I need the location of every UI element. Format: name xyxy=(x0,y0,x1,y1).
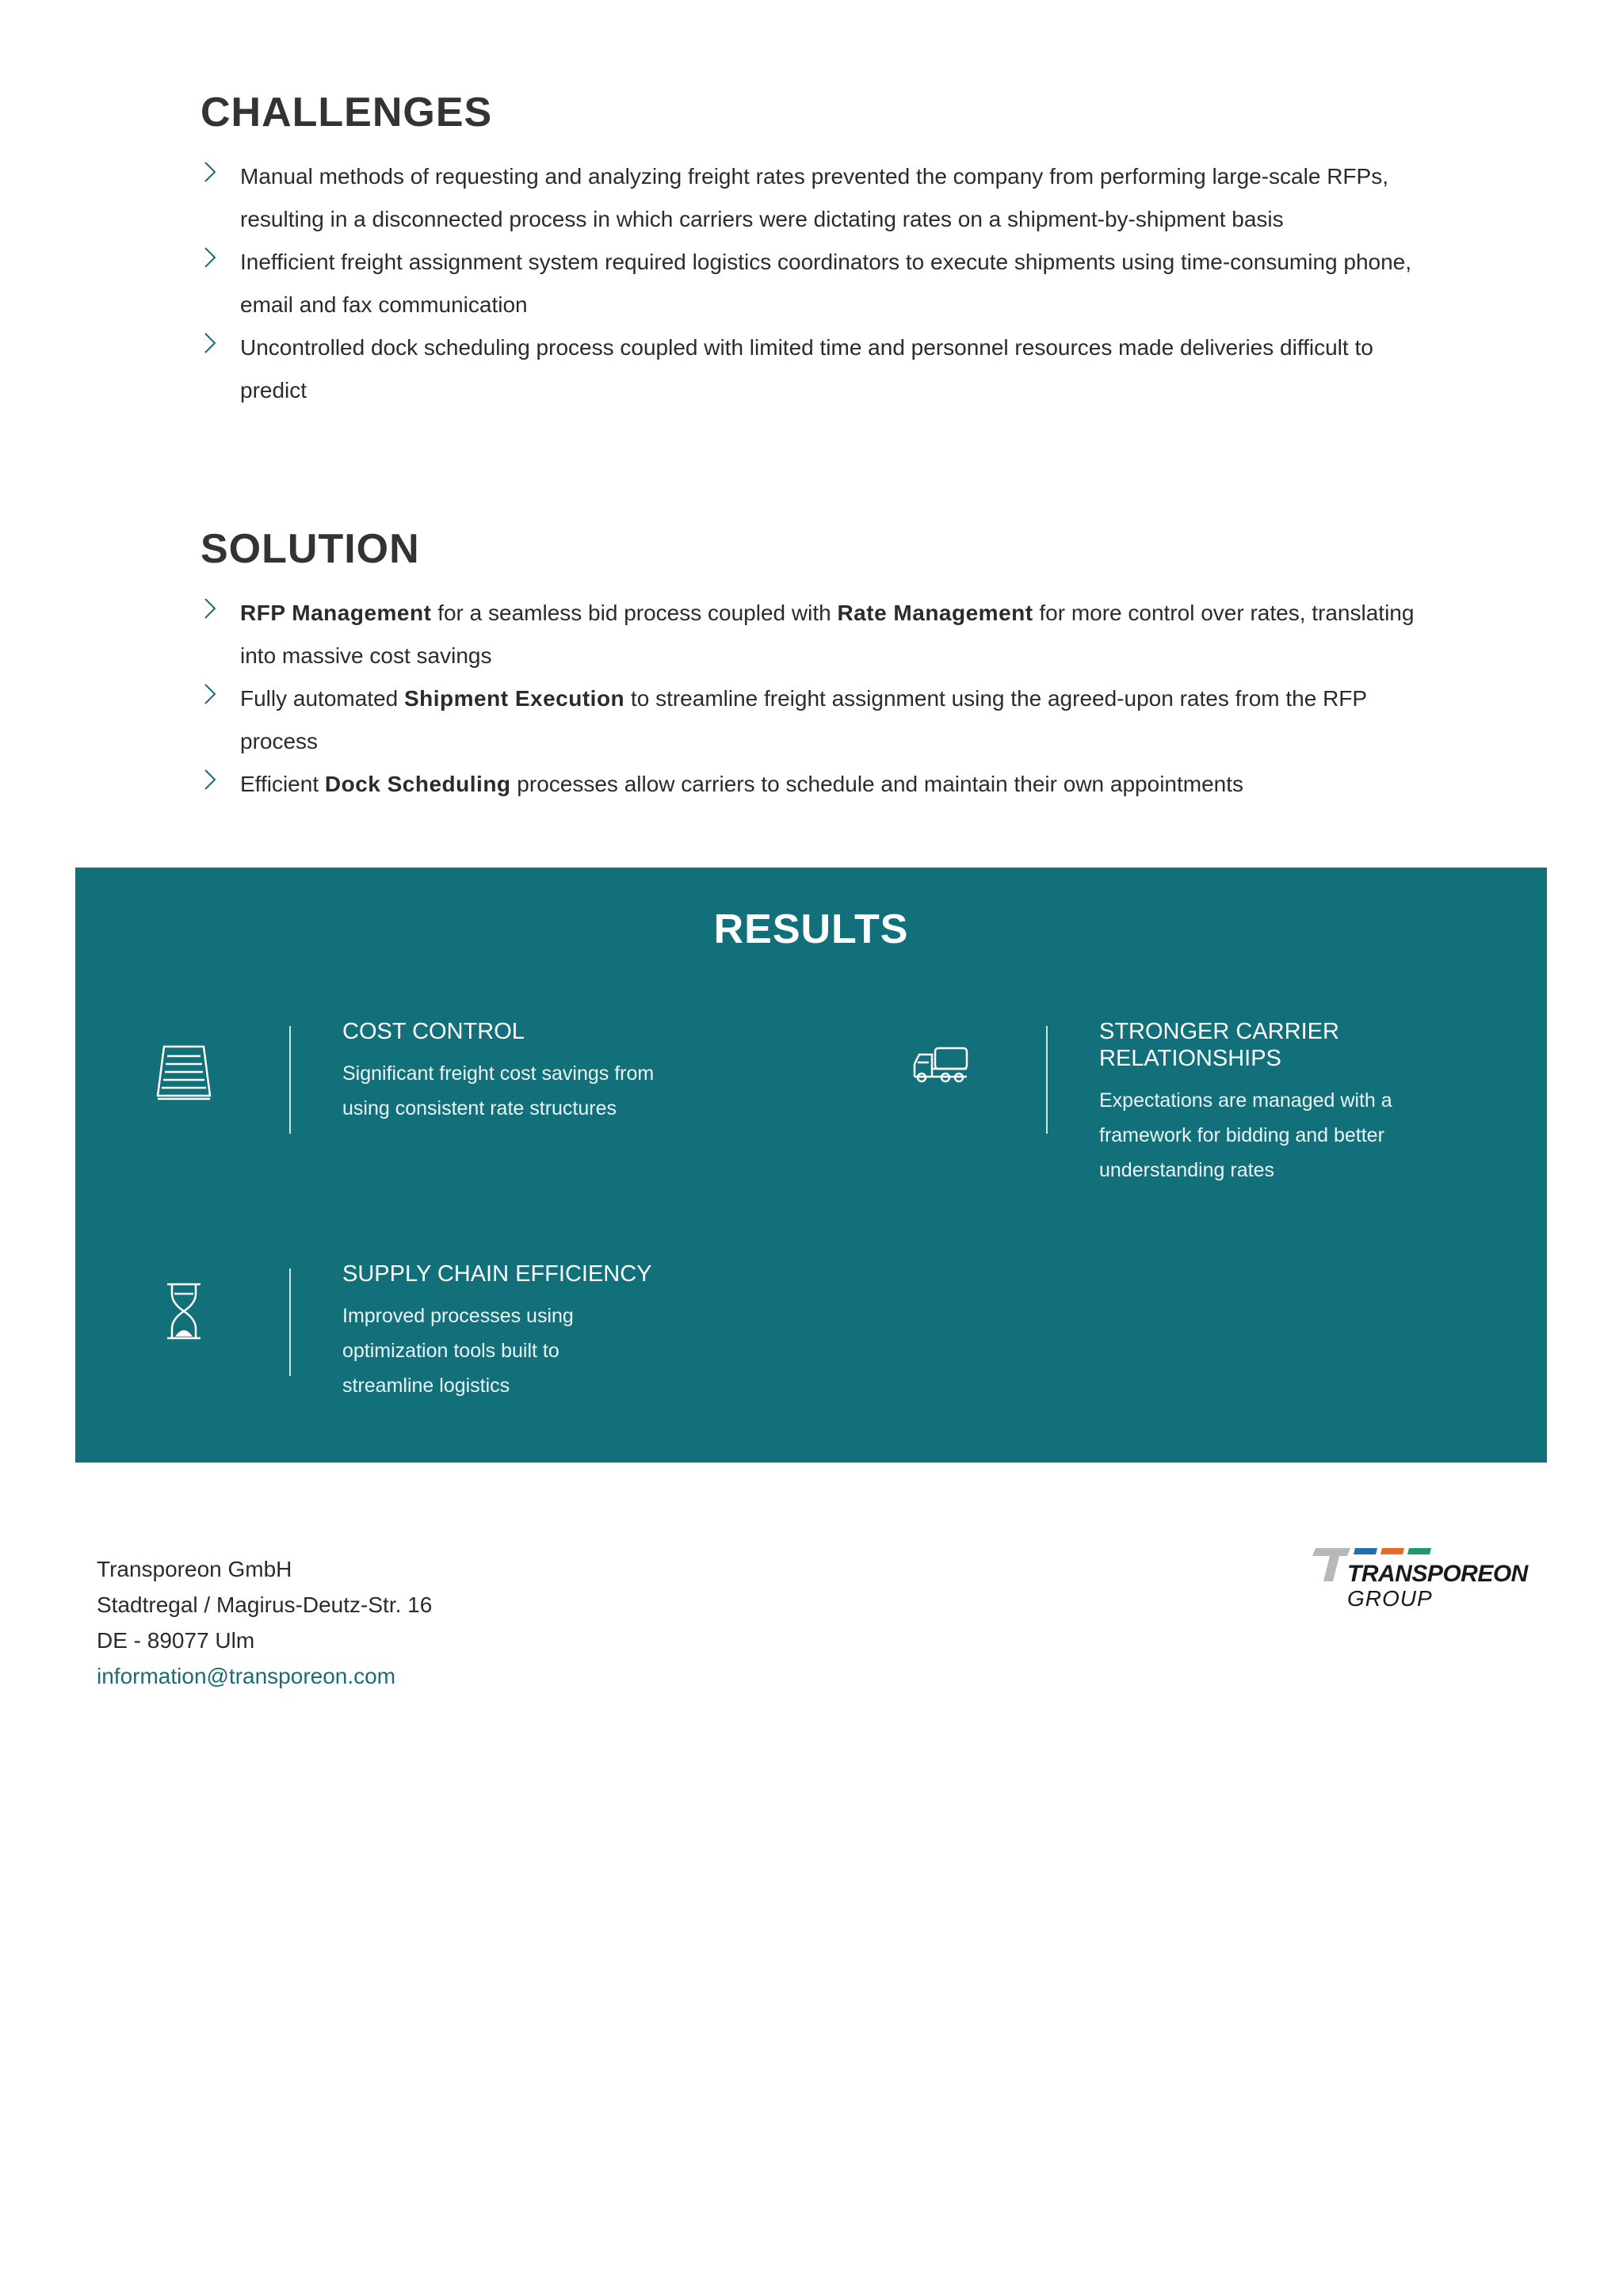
chevron-right-icon xyxy=(200,160,220,184)
street-address: Stadtregal / Magirus-Deutz-Str. 16 xyxy=(97,1592,433,1617)
challenge-text: Uncontrolled dock scheduling process coupled with limited time and personnel resources made deliveries difficult to predict xyxy=(240,335,1373,402)
solution-section xyxy=(200,525,1437,806)
document-stack-icon xyxy=(155,1043,213,1102)
card-title: COST CONTROL xyxy=(342,1019,525,1044)
chevron-right-icon xyxy=(200,331,220,355)
city-postal: DE - 89077 Ulm xyxy=(97,1628,255,1653)
solution-heading: SOLUTION xyxy=(200,526,420,572)
challenge-text: Manual methods of requesting and analyzing freight rates prevented the company from performing large-scale RFPs, resulting in a disconnected process in which carriers were dictating rates on a shipment-by-shipment basis xyxy=(240,164,1388,231)
hourglass-icon xyxy=(155,1280,213,1343)
logo-text-line1: TRANSPOREON xyxy=(1347,1561,1528,1587)
list-item xyxy=(200,241,1437,326)
solution-list xyxy=(200,592,1437,806)
solution-text: Fully automated xyxy=(240,686,404,711)
product-name: Rate Management xyxy=(837,601,1033,625)
list-item xyxy=(200,677,1437,763)
company-address xyxy=(97,1551,432,1694)
results-heading: RESULTS xyxy=(713,906,909,952)
truck-icon xyxy=(911,1045,970,1085)
challenges-heading: CHALLENGES xyxy=(200,90,493,135)
challenge-text: Inefficient freight assignment system required logistics coordinators to execute shipments using time-consuming phone, email and fax communication xyxy=(240,250,1412,317)
chevron-right-icon xyxy=(200,246,220,269)
email-link[interactable]: information@transporeon.com xyxy=(97,1664,396,1688)
results-panel xyxy=(75,868,1547,1463)
solution-text: Efficient xyxy=(240,772,325,796)
company-name: Transporeon GmbH xyxy=(97,1557,292,1581)
list-item xyxy=(200,592,1437,677)
product-name: Shipment Execution xyxy=(404,686,625,711)
solution-text: for more control over rates, translating into massive cost savings xyxy=(240,601,1415,668)
list-item xyxy=(200,326,1437,412)
divider xyxy=(1046,1026,1048,1134)
result-card-supply-chain xyxy=(155,1261,757,1443)
challenges-section xyxy=(200,89,1437,412)
solution-text: for a seamless bid process coupled with xyxy=(431,601,838,625)
card-title: SUPPLY CHAIN EFFICIENCY xyxy=(342,1261,652,1287)
logo-text-line2: GROUP xyxy=(1347,1586,1433,1611)
chevron-right-icon xyxy=(200,597,220,620)
list-item xyxy=(200,763,1437,806)
card-text: Improved processes using optimization tools built to streamline logistics xyxy=(342,1305,574,1397)
divider xyxy=(289,1026,291,1134)
challenges-list xyxy=(200,155,1437,412)
product-name: Dock Scheduling xyxy=(324,772,511,796)
result-card-carrier-relationships xyxy=(911,1019,1514,1200)
chevron-right-icon xyxy=(200,682,220,706)
transporeon-group-logo xyxy=(1309,1547,1531,1616)
card-text: Significant freight cost savings from using consistent rate structures xyxy=(342,1062,655,1119)
solution-text: processes allow carriers to schedule and maintain their own appointments xyxy=(510,772,1244,796)
solution-text: to streamline freight assignment using the agreed-upon rates from the RFP process xyxy=(240,686,1367,753)
card-text: Expectations are managed with a framework for bidding and better understanding rates xyxy=(1099,1089,1392,1181)
result-card-cost-control xyxy=(155,1019,757,1137)
chevron-right-icon xyxy=(200,768,220,791)
list-item xyxy=(200,155,1437,241)
card-title: STRONGER CARRIER RELATIONSHIPS xyxy=(1099,1019,1339,1071)
product-name: RFP Management xyxy=(240,601,432,625)
divider xyxy=(289,1268,291,1376)
